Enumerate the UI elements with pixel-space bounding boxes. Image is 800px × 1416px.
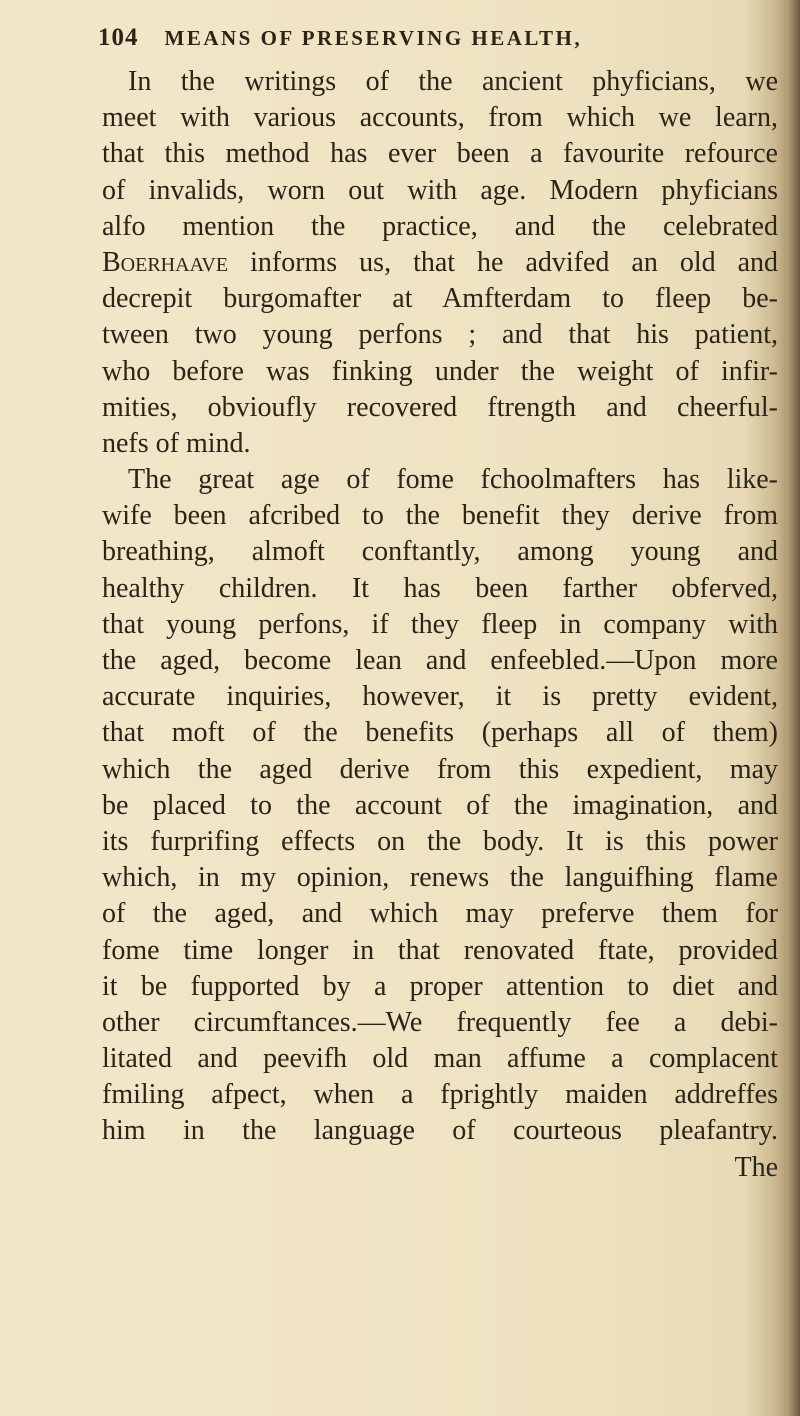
text-line: healthy children. It has been farther obferved, <box>102 572 778 604</box>
text-line: alfo mention the practice, and the celebrated <box>102 210 778 242</box>
text-line: accurate inquiries, however, it is pretty evident, <box>102 681 778 713</box>
catchword: The <box>734 1151 778 1183</box>
text-line: its furprifing effects on the body. It is this power <box>102 825 778 857</box>
text-line: other circumftances.—We frequently fee a debi- <box>102 1006 778 1038</box>
text-line: that young perfons, if they fleep in company with <box>102 608 778 640</box>
text-line: meet with various accounts, from which we learn, <box>102 102 778 134</box>
text-line-rest: informs us, that he advifed an old and <box>250 246 779 278</box>
text-line: The great age of fome fchoolmafters has like- <box>128 464 778 496</box>
text-line: decrepit burgomafter at Amfterdam to fleep be- <box>102 283 778 315</box>
text-line: breathing, almoft conftantly, among young and <box>102 536 778 568</box>
text-line: that moft of the benefits (perhaps all of them) <box>102 717 778 749</box>
page-number: 104 <box>98 24 139 51</box>
text-line <box>102 245 778 281</box>
running-title: MEANS OF PRESERVING HEALTH, <box>164 26 583 50</box>
text-line: fmiling afpect, when a fprightly maiden addreffes <box>102 1079 778 1111</box>
text-line: nefs of mind. <box>102 427 251 459</box>
text-line: of invalids, worn out with age. Modern phyficians <box>102 174 778 206</box>
text-line: him in the language of courteous pleafantry. <box>102 1115 778 1147</box>
text-line: which the aged derive from this expedient, may <box>102 753 778 785</box>
text-line: litated and peevifh old man affume a complacent <box>102 1043 778 1075</box>
page-header <box>98 24 698 60</box>
text-line: of the aged, and which may preferve them for <box>102 898 778 930</box>
text-line: that this method has ever been a favourite refource <box>102 138 778 170</box>
name-boerhaave: Boerhaave <box>102 246 229 278</box>
text-line: mities, obvioufly recovered ftrength and cheerful- <box>102 391 778 423</box>
body-text <box>102 64 778 1186</box>
text-line: it be fupported by a proper attention to diet and <box>102 970 778 1002</box>
text-line: be placed to the account of the imagination, and <box>102 789 778 821</box>
text-line: which, in my opinion, renews the languifhing flame <box>102 862 778 894</box>
text-line: fome time longer in that renovated ftate, provided <box>102 934 778 966</box>
text-line: the aged, become lean and enfeebled.—Upon more <box>102 645 778 676</box>
text-line: In the writings of the ancient phyficians, we <box>128 66 778 97</box>
text-line: who before was finking under the weight of infir- <box>102 355 778 387</box>
text-line: tween two young perfons ; and that his patient, <box>102 319 778 351</box>
page-edge-shadow <box>786 0 800 1416</box>
text-line: wife been afcribed to the benefit they derive from <box>102 500 778 532</box>
